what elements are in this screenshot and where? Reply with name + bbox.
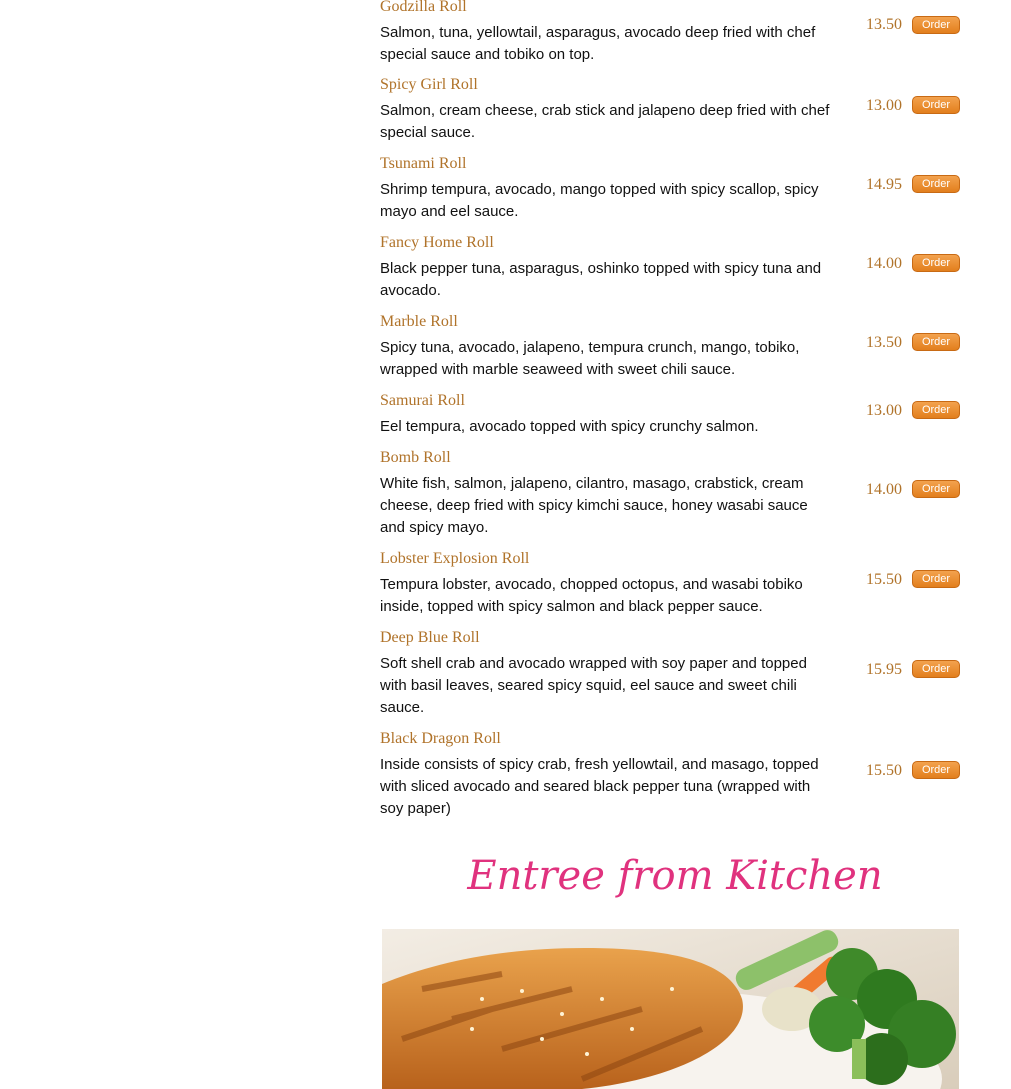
order-button[interactable]: Order — [912, 570, 960, 588]
item-price: 15.95 — [866, 661, 902, 678]
item-price: 13.00 — [866, 402, 902, 419]
item-description: Shrimp tempura, avocado, mango topped with spicy scallop, spicy mayo and eel sauce. — [380, 181, 819, 220]
item-name[interactable]: Samurai Roll — [380, 392, 465, 409]
item-name[interactable]: Tsunami Roll — [380, 155, 467, 172]
item-price: 13.00 — [866, 97, 902, 114]
item-name[interactable]: Fancy Home Roll — [380, 234, 494, 251]
item-name[interactable]: Black Dragon Roll — [380, 730, 501, 747]
item-name[interactable]: Marble Roll — [380, 313, 458, 330]
order-button[interactable]: Order — [912, 761, 960, 779]
item-description: Soft shell crab and avocado wrapped with soy paper and topped with basil leaves, seared spicy squid, eel sauce and sweet chili sauce. — [380, 655, 807, 716]
item-description: White fish, salmon, jalapeno, cilantro, masago, crabstick, cream cheese, deep fried with spicy kimchi sauce, honey wasabi sauce and spicy mayo. — [380, 475, 808, 536]
item-name[interactable]: Godzilla Roll — [380, 0, 467, 15]
item-price: 13.50 — [866, 16, 902, 33]
item-name[interactable]: Spicy Girl Roll — [380, 76, 478, 93]
item-description: Spicy tuna, avocado, jalapeno, tempura crunch, mango, tobiko, wrapped with marble seaweed with sweet chili sauce. — [380, 339, 800, 378]
item-name[interactable]: Bomb Roll — [380, 449, 451, 466]
item-description: Tempura lobster, avocado, chopped octopus, and wasabi tobiko inside, topped with spicy salmon and black pepper sauce. — [380, 576, 803, 615]
item-price: 13.50 — [866, 334, 902, 351]
item-price: 15.50 — [866, 762, 902, 779]
section-heading: Entree from Kitchen — [467, 853, 883, 899]
order-button[interactable]: Order — [912, 254, 960, 272]
order-button[interactable]: Order — [912, 16, 960, 34]
order-button[interactable]: Order — [912, 660, 960, 678]
item-name[interactable]: Lobster Explosion Roll — [380, 550, 530, 567]
item-description: Inside consists of spicy crab, fresh yellowtail, and masago, topped with sliced avocado and seared black pepper tuna (wrapped with soy paper) — [380, 756, 819, 817]
item-price: 14.00 — [866, 255, 902, 272]
entree-photo — [382, 929, 959, 1089]
order-button[interactable]: Order — [912, 175, 960, 193]
item-price: 15.50 — [866, 571, 902, 588]
item-name[interactable]: Deep Blue Roll — [380, 629, 480, 646]
item-price: 14.00 — [866, 481, 902, 498]
item-description: Salmon, tuna, yellowtail, asparagus, avocado deep fried with chef special sauce and tobiko on top. — [380, 24, 816, 63]
item-description: Eel tempura, avocado topped with spicy crunchy salmon. — [380, 418, 759, 435]
item-description: Salmon, cream cheese, crab stick and jalapeno deep fried with chef special sauce. — [380, 102, 830, 141]
order-button[interactable]: Order — [912, 480, 960, 498]
item-description: Black pepper tuna, asparagus, oshinko topped with spicy tuna and avocado. — [380, 260, 822, 299]
order-button[interactable]: Order — [912, 401, 960, 419]
order-button[interactable]: Order — [912, 333, 960, 351]
order-button[interactable]: Order — [912, 96, 960, 114]
item-price: 14.95 — [866, 176, 902, 193]
